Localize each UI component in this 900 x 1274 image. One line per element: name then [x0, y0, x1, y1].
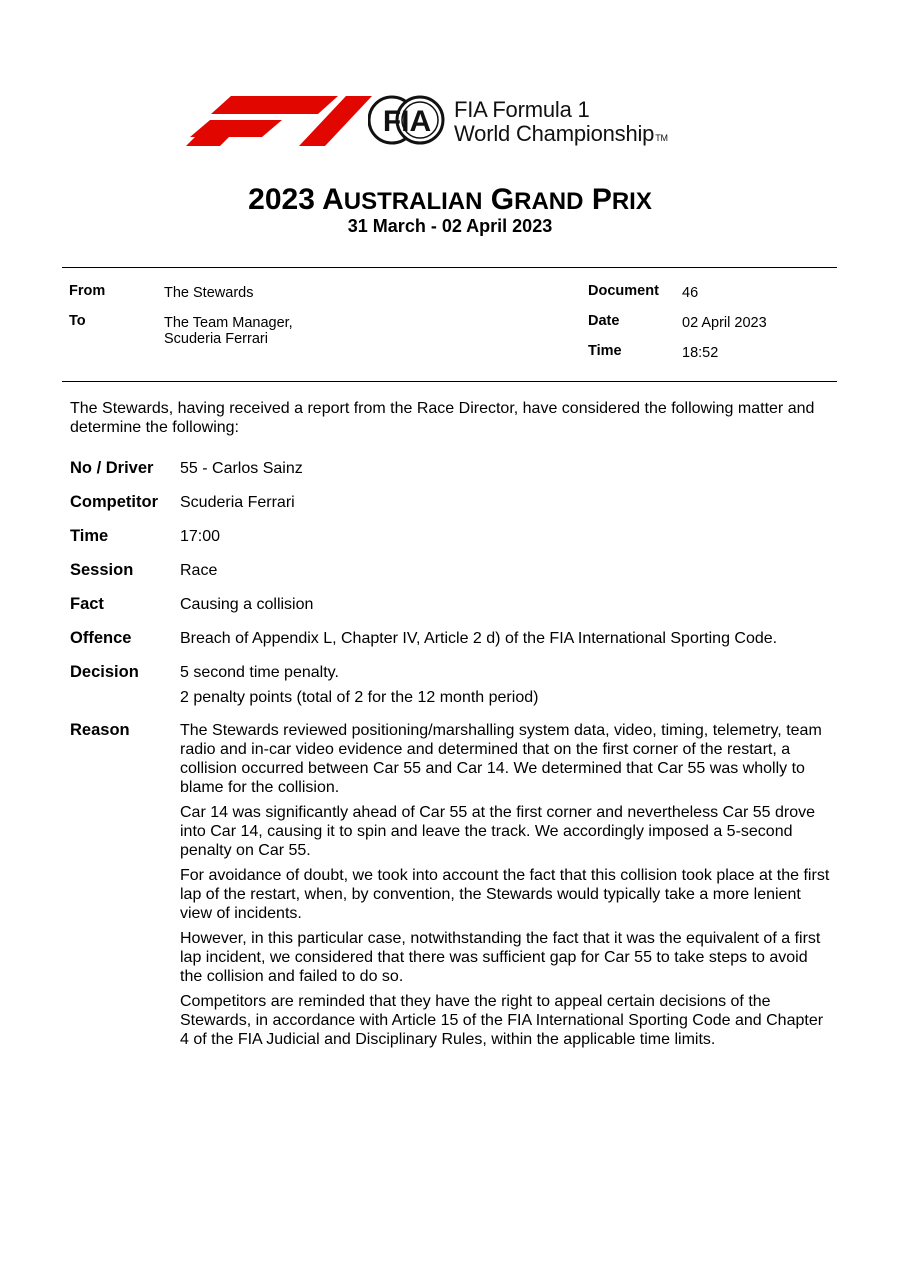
document-label: Document [588, 283, 659, 299]
time-label: Time [588, 343, 622, 359]
series-name [454, 98, 668, 150]
event-dates: 31 March - 02 April 2023 [347, 216, 553, 236]
reason-paragraph-5: Competitors are reminded that they have the right to appeal certain decisions of the Stewards, in accordance with Article 15 of the FIA International Sporting Code and Chapter 4 of the FIA Judicial and Disciplinary Rules, within the applicable time limits. [180, 993, 824, 1048]
to-value-line-1: The Team Manager, [164, 315, 293, 331]
from-value: The Stewards [164, 285, 254, 301]
reason-paragraph-4: However, in this particular case, notwithstanding the fact that it was the equivalent of a first lap incident, we considered that there was sufficient gap for Car 55 to take steps to avoid the collision and failed to do so. [180, 930, 821, 985]
offence-value: Breach of Appendix L, Chapter IV, Article 2 d) of the FIA International Sporting Code. [180, 630, 778, 647]
offence-label: Offence [70, 629, 132, 647]
date-label: Date [588, 313, 620, 329]
to-value [164, 315, 293, 347]
time-value: 18:52 [682, 345, 719, 361]
reason-paragraph-1: The Stewards reviewed positioning/marshalling system data, video, timing, telemetry, team radio and in-car video evidence and determined that on the first corner of the restart, a collision occurred between Car 55 and Car 14. We determined that Car 55 was wholly to blame for the collision. [180, 722, 822, 796]
decision-value [180, 663, 830, 713]
incident-time-value: 17:00 [180, 528, 221, 545]
driver-label: No / Driver [70, 459, 154, 477]
event-title: 2023 AUSTRALIAN GRAND PRIX [248, 183, 652, 216]
series-line-1: FIA Formula 1 [454, 97, 590, 122]
incident-time-label: Time [70, 527, 109, 545]
fact-value: Causing a collision [180, 596, 314, 613]
reason-paragraph-3: For avoidance of doubt, we took into account the fact that this collision took place at the first lap of the restart, when, by convention, the Stewards would typically take a more lenient view of incidents. [180, 867, 830, 922]
from-label: From [69, 283, 106, 299]
to-value-line-2: Scuderia Ferrari [164, 331, 268, 347]
trademark: TM [655, 133, 668, 143]
reason-paragraph-2: Car 14 was significantly ahead of Car 55 at the first corner and nevertheless Car 55 drove into Car 14, causing it to spin and leave the track. We accordingly imposed a 5-second penalty on Car 55. [180, 804, 815, 859]
reason-label: Reason [70, 721, 130, 739]
f1-logo-top-bar [211, 96, 338, 114]
intro-paragraph: The Stewards, having received a report from the Race Director, have considered the following matter and determine the following: [70, 400, 815, 436]
decision-label: Decision [70, 663, 139, 681]
decision-line-2: 2 penalty points (total of 2 for the 12 month period) [180, 689, 539, 706]
decision-line-1: 5 second time penalty. [180, 664, 339, 681]
session-value: Race [180, 562, 218, 579]
competitor-value: Scuderia Ferrari [180, 494, 295, 511]
header-logos [186, 92, 746, 154]
to-label: To [69, 313, 86, 329]
fia-emblem-icon [368, 92, 446, 148]
driver-value: 55 - Carlos Sainz [180, 460, 303, 477]
divider-top [62, 267, 837, 268]
f1-logo [186, 96, 372, 146]
fia-emblem-text: FIA [382, 105, 432, 138]
series-line-2: World ChampionshipTM [454, 121, 668, 146]
session-label: Session [70, 561, 134, 579]
competitor-label: Competitor [70, 493, 158, 511]
fact-label: Fact [70, 595, 104, 613]
divider-bottom [62, 381, 837, 382]
date-value: 02 April 2023 [682, 315, 767, 331]
reason-value [180, 721, 830, 1055]
document-number: 46 [682, 285, 699, 301]
